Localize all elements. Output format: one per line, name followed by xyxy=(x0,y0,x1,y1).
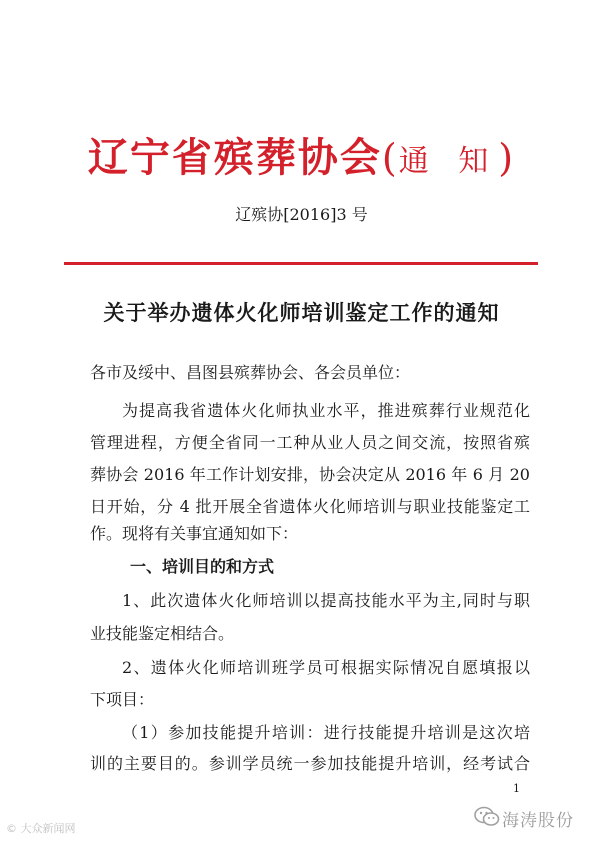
item1-line-1: 1、此次遗体火化师培训以提高技能水平为主,同时与职 xyxy=(122,591,530,610)
item2-1-line-2: 训的主要目的。参训学员统一参加技能提升培训，经考试合 xyxy=(90,754,530,773)
para1-line-1: 为提高我省遗体火化师执业水平，推进殡葬行业规范化 xyxy=(122,401,530,420)
item2-1-line-1: （1）参加技能提升培训：进行技能提升培训是这次培 xyxy=(122,723,530,742)
para1-line-2: 管理进程，方便全省同一工种从业人员之间交流，按照省殡 xyxy=(90,433,530,452)
notice-subject: 关于举办遗体火化师培训鉴定工作的通知 xyxy=(103,300,500,325)
paren-open: ( xyxy=(381,136,399,180)
para1-line-5: 作。现将有关事宜通知如下： xyxy=(90,524,299,543)
paren-close: ) xyxy=(498,136,516,180)
wechat-account-name: 海涛股份 xyxy=(502,811,574,831)
red-divider xyxy=(64,262,538,265)
wechat-icon xyxy=(474,806,500,828)
wechat-watermark xyxy=(468,802,598,834)
document-number: 辽殡协[2016]3 号 xyxy=(235,205,368,224)
salutation: 各市及绥中、昌图县殡葬协会、各会员单位： xyxy=(90,363,411,382)
page-number: 1 xyxy=(513,782,520,795)
item1-line-2: 业技能鉴定相结合。 xyxy=(90,624,235,643)
item2-line-1: 2、遗体火化师培训班学员可根据实际情况自愿填报以 xyxy=(122,658,530,677)
notice-label: 通 知 xyxy=(398,144,499,179)
item2-line-2: 下项目： xyxy=(90,690,155,709)
issuing-org-header xyxy=(0,128,603,192)
org-name: 辽宁省殡葬协会 xyxy=(87,134,382,181)
para1-line-3: 葬协会 2016 年工作计划安排，协会决定从 2016 年 6 月 20 xyxy=(90,465,530,484)
para1-line-4: 日开始，分 4 批开展全省遗体火化师培训与职业技能鉴定工 xyxy=(90,497,530,516)
section-heading: 一、培训目的和方式 xyxy=(130,557,275,576)
source-watermark: © 大众新闻网 xyxy=(6,822,76,835)
